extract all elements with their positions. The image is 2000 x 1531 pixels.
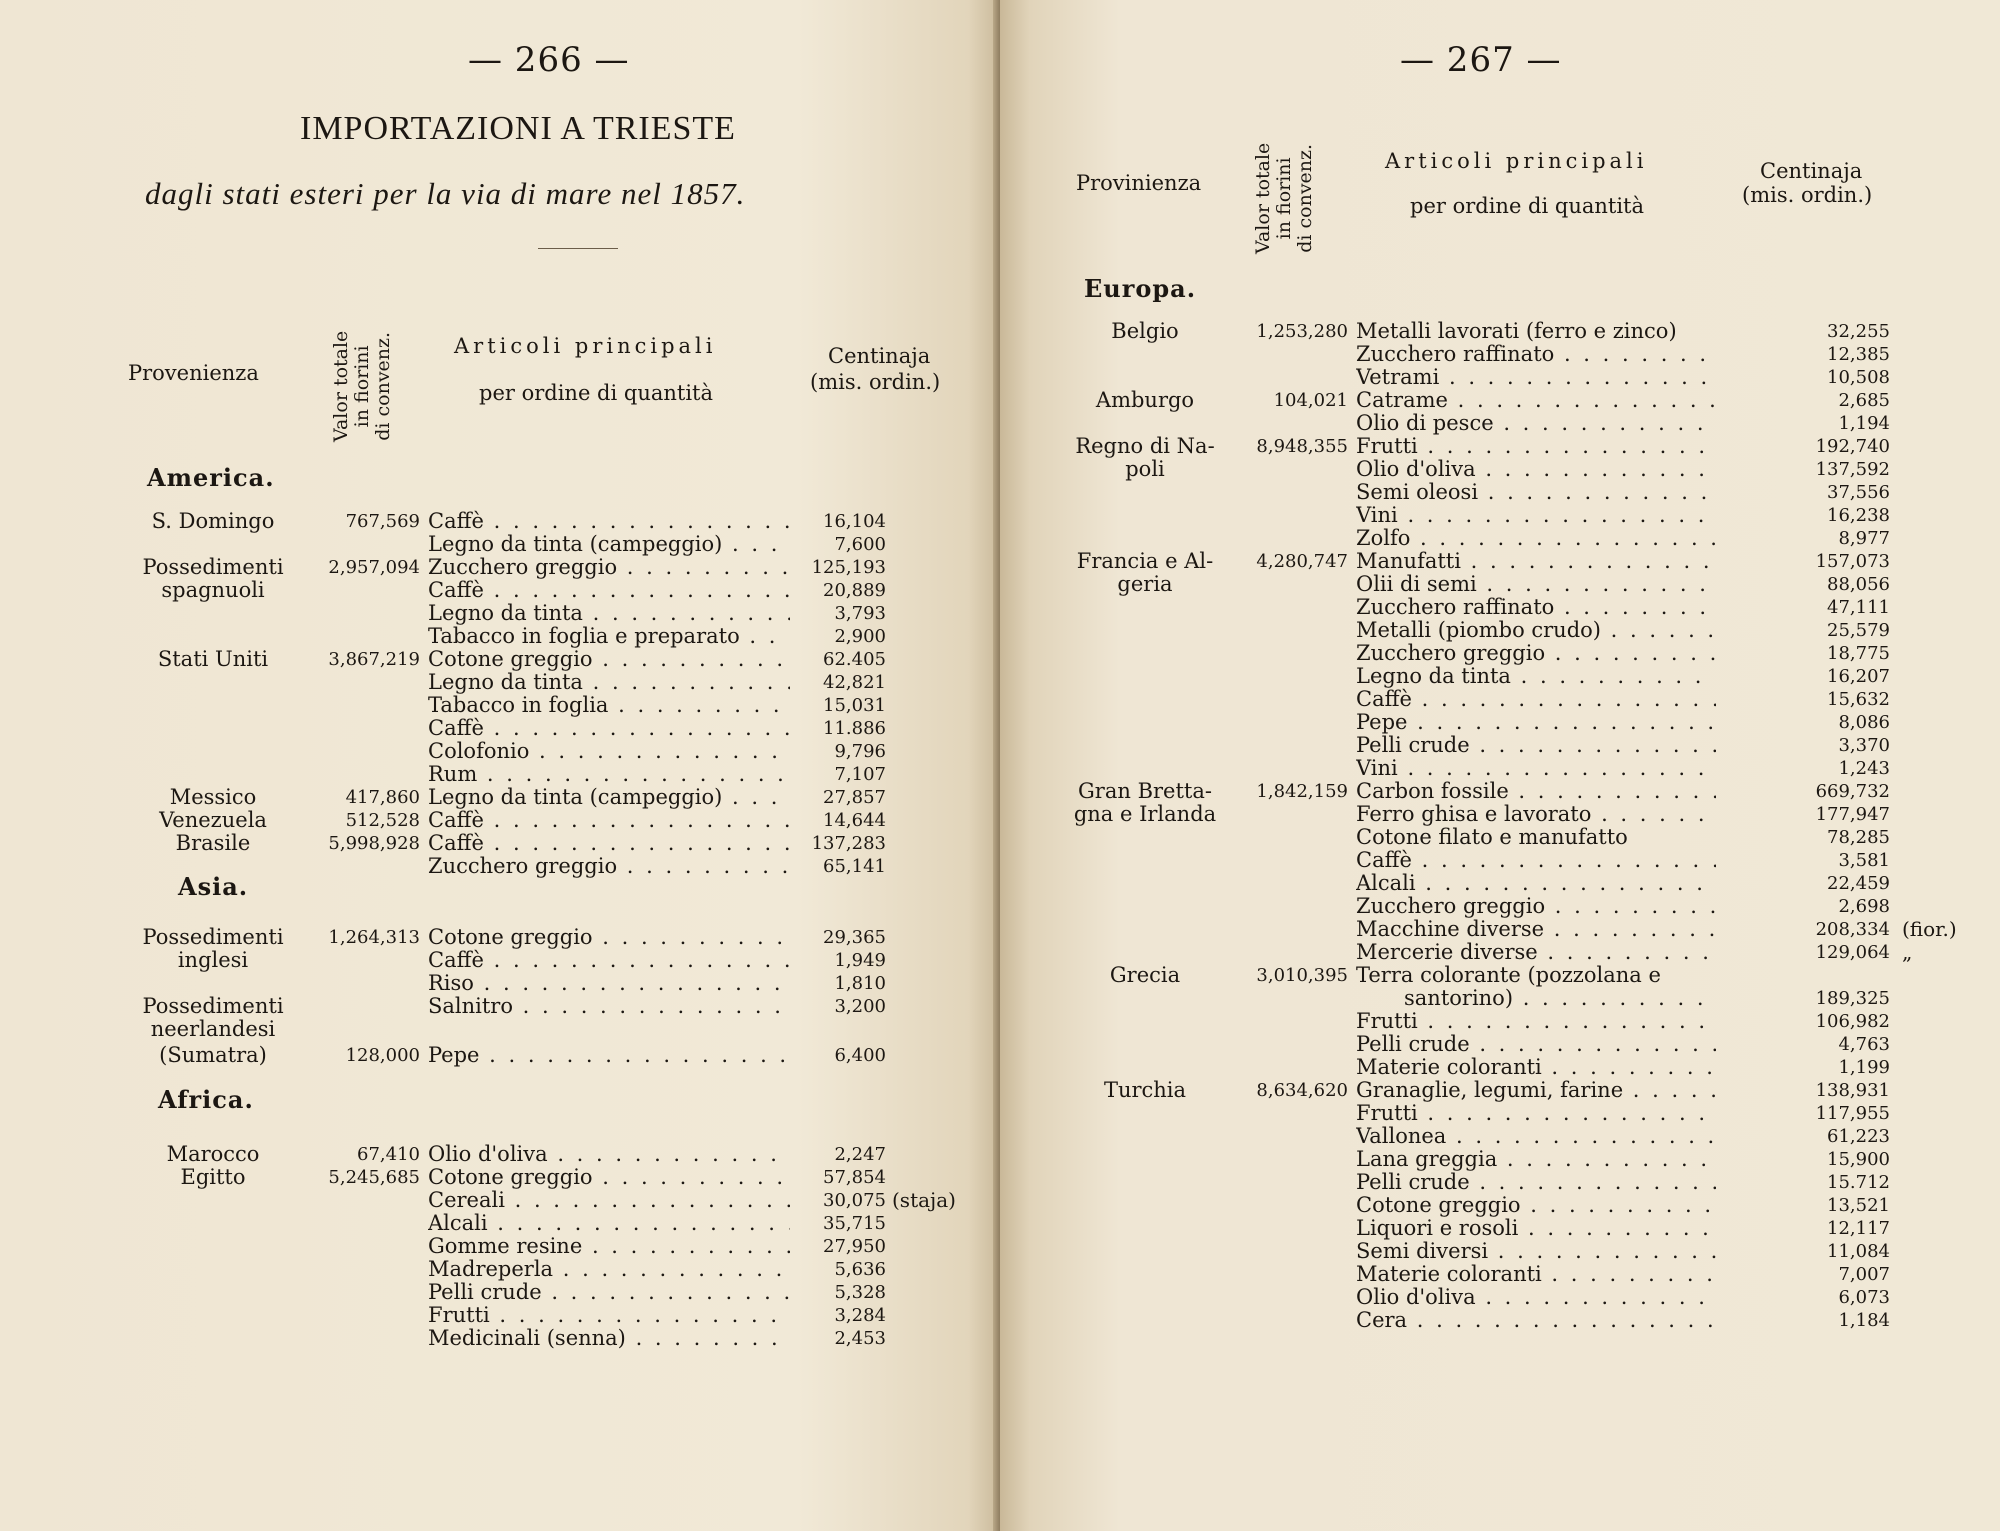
row-origin: gna e Irlanda [1073,802,1217,826]
header-qty-unit: (mis. ordin.) [810,370,941,394]
row-article: Pelli crude . . . [428,1281,790,1304]
row-quantity: 9,796 [834,741,886,762]
row-quantity: 27,857 [823,787,886,808]
row-article: Rum . . . [428,763,790,786]
row-article: Legno da tinta (campeggio) . . . [428,533,790,556]
row-note: (staja) [892,1188,956,1212]
table-row [1000,1263,2000,1286]
row-article: Macchine diverse . . . [1356,918,1716,941]
row-article: Zucchero greggio . . . [1356,895,1716,918]
row-article: Pepe . . . [1356,711,1716,734]
row-article: Vini . . . [1356,504,1716,527]
row-quantity: 47,111 [1827,597,1890,618]
table-row [1000,458,2000,481]
row-quantity: 88,056 [1827,574,1890,595]
table-row [0,717,998,740]
row-quantity: 7,600 [834,534,886,555]
table-row [1000,1125,2000,1148]
row-article: Catrame . . . [1356,389,1716,412]
row-article: Legno da tinta . . . [428,671,790,694]
row-article: Caffè . . . [428,949,790,972]
row-quantity: 65,141 [823,856,886,877]
row-article: Tabacco in foglia e preparato . . . [428,625,790,648]
row-value: 104,021 [1273,390,1348,411]
row-quantity: 106,982 [1815,1011,1890,1032]
row-quantity: 35,715 [823,1213,886,1234]
row-origin: Amburgo [1095,388,1195,412]
row-article: Semi diversi . . . [1356,1240,1716,1263]
row-quantity: 208,334 [1815,919,1890,940]
table-row [1000,987,2000,1010]
row-value: 3,010,395 [1256,965,1348,986]
table-row [1000,550,2000,573]
header-value [331,331,394,442]
row-article: Legno da tinta (campeggio) . . . [428,786,790,809]
header-articles-order-right: per ordine di quantità [1410,194,1645,218]
row-article: Pelli crude . . . [1356,734,1716,757]
row-quantity: 5,328 [834,1282,886,1303]
row-article: Cotone greggio . . . [428,648,790,671]
row-article: Semi oleosi . . . [1356,481,1716,504]
row-origin: Turchia [1103,1078,1187,1102]
header-origin: Provenienza [128,361,259,385]
table-row [1000,711,2000,734]
row-article: Caffè . . . [1356,688,1716,711]
left-page [0,0,998,1531]
page-subtitle: dagli stati esteri per la via di mare nel 1857. [145,176,746,211]
row-article: Pepe . . . [428,1044,790,1067]
table-row [1000,389,2000,412]
row-origin: Stati Uniti [157,647,269,671]
row-article: Zolfo . . . [1356,527,1716,550]
row-value: 5,998,928 [328,833,420,854]
row-article: Tabacco in foglia . . . [428,694,790,717]
table-row [1000,435,2000,458]
table-row [1000,1010,2000,1033]
row-quantity: 1,810 [834,973,886,994]
row-quantity: 42,821 [823,672,886,693]
table-row [1000,596,2000,619]
row-origin: Possedimenti [142,994,284,1018]
row-quantity: 62.405 [823,649,886,670]
header-articles-right: Articoli principali [1385,149,1648,173]
page-number-left: — 266 — [468,40,630,80]
row-quantity: 2,685 [1838,390,1890,411]
row-quantity: 6,400 [834,1045,886,1066]
row-quantity: 1,184 [1838,1310,1890,1331]
row-article: Caffè . . . [428,579,790,602]
row-article: Frutti . . . [1356,1010,1716,1033]
row-note: „ [1902,940,1913,964]
row-value: 512,528 [345,810,420,831]
row-article: Olio d'oliva . . . [1356,1286,1716,1309]
row-quantity: 3,793 [834,603,886,624]
row-quantity: 6,073 [1838,1287,1890,1308]
table-row [1000,320,2000,343]
row-article: Zucchero raffinato . . . [1356,343,1716,366]
row-article: Materie coloranti . . . [1356,1263,1716,1286]
row-article: Pelli crude . . . [1356,1171,1716,1194]
row-quantity: 12,385 [1827,344,1890,365]
row-article: Ferro ghisa e lavorato . . . [1356,803,1716,826]
table-row [1000,734,2000,757]
row-quantity: 125,193 [811,557,886,578]
row-article: Caffè . . . [1356,849,1716,872]
row-value: 1,253,280 [1256,321,1348,342]
table-row [0,625,998,648]
row-origin: Marocco [166,1142,260,1166]
row-quantity: 22,459 [1827,873,1890,894]
row-article: Granaglie, legumi, farine . . . [1356,1079,1716,1102]
table-row [1000,504,2000,527]
row-note: (fior.) [1902,917,1957,941]
table-row [0,1235,998,1258]
table-row [1000,826,2000,849]
row-article: Terra colorante (pozzolana e [1356,964,1661,987]
row-article: Carbon fossile . . . [1356,780,1716,803]
table-row [0,740,998,763]
table-row [1000,780,2000,803]
table-row [0,579,998,602]
table-row [1000,964,2000,987]
row-quantity: 117,955 [1815,1103,1890,1124]
table-row [1000,1079,2000,1102]
row-quantity: 61,223 [1827,1126,1890,1147]
row-quantity: 29,365 [823,927,886,948]
row-article: Cotone greggio . . . [1356,1194,1716,1217]
row-article: Olio d'oliva . . . [428,1143,790,1166]
row-origin: (Sumatra) [159,1043,267,1067]
table-row [1000,527,2000,550]
row-quantity: 8,977 [1838,528,1890,549]
row-quantity: 189,325 [1815,988,1890,1009]
row-article: Lana greggia . . . [1356,1148,1716,1171]
row-article: Medicinali (senna) . . . [428,1327,790,1350]
row-quantity: 1,949 [834,950,886,971]
row-quantity: 14,644 [823,810,886,831]
table-row [1000,1171,2000,1194]
row-article: Liquori e rosoli . . . [1356,1217,1716,1240]
table-row [0,926,998,949]
table-row [1000,412,2000,435]
table-row [0,786,998,809]
row-article: Metalli lavorati (ferro e zinco) [1356,320,1677,343]
row-quantity: 15.712 [1827,1172,1890,1193]
table-row [0,763,998,786]
region-europa: Europa. [1084,274,1197,303]
row-article: Cereali . . . [428,1189,790,1212]
row-quantity: 15,031 [823,695,886,716]
row-quantity: 3,581 [1838,850,1890,871]
row-quantity: 137,283 [811,833,886,854]
row-origin: Brasile [175,831,251,855]
row-article: Mercerie diverse . . . [1356,941,1716,964]
row-quantity: 5,636 [834,1259,886,1280]
header-qty-right: Centinaja [1760,159,1863,183]
table-row [1000,1148,2000,1171]
header-qty-unit-right: (mis. ordin.) [1742,183,1873,207]
row-quantity: 4,763 [1838,1034,1890,1055]
row-value: 4,280,747 [1256,551,1348,572]
row-quantity: 177,947 [1815,804,1890,825]
row-article: Colofonio . . . [428,740,790,763]
row-quantity: 2,900 [834,626,886,647]
row-quantity: 37,556 [1827,482,1890,503]
table-row [0,556,998,579]
row-value: 8,634,620 [1256,1080,1348,1101]
row-quantity: 15,632 [1827,689,1890,710]
row-value: 5,245,685 [328,1167,420,1188]
row-article: Frutti . . . [1356,1102,1716,1125]
row-quantity: 1,243 [1838,758,1890,779]
table-row [0,1166,998,1189]
row-article: Metalli (piombo crudo) . . . [1356,619,1716,642]
title-divider [538,248,618,249]
table-row [0,832,998,855]
header-articles-order: per ordine di quantità [479,381,714,405]
row-quantity: 2,453 [834,1328,886,1349]
row-quantity: 2,247 [834,1144,886,1165]
row-article: Olio d'oliva . . . [1356,458,1716,481]
row-quantity: 57,854 [823,1167,886,1188]
row-quantity: 3,370 [1838,735,1890,756]
table-row [1000,941,2000,964]
table-row [1000,1217,2000,1240]
row-origin: Egitto [180,1165,246,1189]
table-row [0,533,998,556]
row-quantity: 3,284 [834,1305,886,1326]
table-row [0,694,998,717]
table-row [0,1143,998,1166]
table-row [1000,918,2000,941]
row-article: Cotone greggio . . . [428,1166,790,1189]
row-quantity: 137,592 [1815,459,1890,480]
table-row [1000,665,2000,688]
region-asia: Asia. [178,872,249,901]
table-row [0,602,998,625]
row-origin: poli [1125,457,1165,481]
page-title: IMPORTAZIONI A TRIESTE [300,110,736,147]
header-qty: Centinaja [828,344,931,368]
table-row [1000,619,2000,642]
row-article: Alcali . . . [1356,872,1716,895]
row-value: 767,569 [345,511,420,532]
row-quantity: 11.886 [823,718,886,739]
table-row [0,648,998,671]
row-value: 2,957,094 [328,557,420,578]
row-quantity: 1,199 [1838,1057,1890,1078]
row-value: 67,410 [357,1144,420,1165]
row-quantity: 18,775 [1827,643,1890,664]
table-row [1000,481,2000,504]
row-article: Vallonea . . . [1356,1125,1716,1148]
row-quantity: 1,194 [1838,413,1890,434]
row-article: Salnitro . . . [428,995,790,1018]
row-quantity: 3,200 [834,996,886,1017]
row-article: Gomme resine . . . [428,1235,790,1258]
row-quantity: 669,732 [1815,781,1890,802]
row-origin: S. Domingo [151,509,275,533]
row-quantity: 10,508 [1827,367,1890,388]
row-article: Zucchero greggio . . . [428,855,790,878]
row-quantity: 13,521 [1827,1195,1890,1216]
row-quantity: 129,064 [1815,942,1890,963]
row-value: 1,264,313 [328,927,420,948]
table-row [1000,366,2000,389]
row-article: Caffè . . . [428,832,790,855]
table-row [1000,849,2000,872]
row-article: Frutti . . . [428,1304,790,1327]
row-article: Legno da tinta . . . [1356,665,1716,688]
header-origin-right: Provinienza [1076,171,1202,195]
row-quantity: 30,075 [823,1190,886,1211]
row-origin: Belgio [1111,319,1179,343]
row-quantity: 16,104 [823,511,886,532]
row-origin: Regno di Na- [1075,434,1215,458]
row-quantity: 11,084 [1827,1241,1890,1262]
table-row [0,510,998,533]
row-origin: Venezuela [159,808,267,832]
table-row [1000,1240,2000,1263]
row-quantity: 15,900 [1827,1149,1890,1170]
table-row [0,1044,998,1067]
table-row [1000,688,2000,711]
table-row [0,949,998,972]
row-value: 417,860 [345,787,420,808]
region-america: America. [147,463,275,492]
table-row [1000,1033,2000,1056]
row-quantity: 27,950 [823,1236,886,1257]
row-article: Manufatti . . . [1356,550,1716,573]
row-origin: Messico [169,785,257,809]
row-value: 3,867,219 [328,649,420,670]
row-article: santorino) . . . [1404,987,1716,1010]
row-origin: Francia e Al- [1076,549,1214,573]
row-value: 1,842,159 [1256,781,1348,802]
table-row [0,1258,998,1281]
header-value-text: Valor totale in fiorini di convenz. [330,330,394,442]
row-origin: Gran Bretta- [1078,779,1212,803]
row-origin: inglesi [177,948,249,972]
row-value: 8,948,355 [1256,436,1348,457]
table-row [0,972,998,995]
row-article: Legno da tinta . . . [428,602,790,625]
table-row [0,1281,998,1304]
row-article: Olio di pesce . . . [1356,412,1716,435]
row-origin: Possedimenti [142,925,284,949]
right-page [1000,0,2000,1531]
row-quantity: 192,740 [1815,436,1890,457]
row-origin: geria [1117,572,1173,596]
row-article: Zucchero raffinato . . . [1356,596,1716,619]
row-quantity: 8,086 [1838,712,1890,733]
row-article: Caffè . . . [428,510,790,533]
table-row [1000,1056,2000,1079]
row-quantity: 25,579 [1827,620,1890,641]
row-quantity: 32,255 [1827,321,1890,342]
row-origin: spagnuoli [161,578,265,602]
row-article: Materie coloranti . . . [1356,1056,1716,1079]
row-origin: Grecia [1109,963,1181,987]
row-article: Madreperla . . . [428,1258,790,1281]
table-row [0,995,998,1018]
table-row [1000,573,2000,596]
row-article: Zucchero greggio . . . [1356,642,1716,665]
row-article: Frutti . . . [1356,435,1716,458]
table-row [1000,1102,2000,1125]
row-article: Cotone filato e manufatto [1356,826,1628,849]
row-origin: neerlandesi [150,1017,276,1041]
page-number-right: — 267 — [1400,40,1562,80]
table-row [1000,757,2000,780]
row-article: Vetrami . . . [1356,366,1716,389]
row-article: Cera . . . [1356,1309,1716,1332]
table-row [1000,895,2000,918]
row-article: Caffè . . . [428,809,790,832]
row-quantity: 7,107 [834,764,886,785]
row-article: Vini . . . [1356,757,1716,780]
row-article: Riso . . . [428,972,790,995]
table-row [0,1304,998,1327]
table-row [0,671,998,694]
row-quantity: 2,698 [1838,896,1890,917]
row-quantity: 7,007 [1838,1264,1890,1285]
table-row [0,855,998,878]
row-quantity: 16,238 [1827,505,1890,526]
region-africa: Africa. [158,1085,254,1114]
row-quantity: 16,207 [1827,666,1890,687]
table-row [1000,1309,2000,1332]
row-quantity: 20,889 [823,580,886,601]
row-article: Caffè . . . [428,717,790,740]
table-row [0,809,998,832]
header-articles: Articoli principali [454,334,717,358]
header-value-right-text: Valor totale in fiorini di convenz. [1252,142,1316,254]
table-row [1000,1194,2000,1217]
table-row [1000,642,2000,665]
row-quantity: 12,117 [1827,1218,1890,1239]
table-row [1000,1286,2000,1309]
table-row [0,1189,998,1212]
table-row [0,1018,998,1041]
row-article: Cotone greggio . . . [428,926,790,949]
table-row [1000,872,2000,895]
row-article: Alcali . . . [428,1212,790,1235]
row-article: Zucchero greggio . . . [428,556,790,579]
row-quantity: 157,073 [1815,551,1890,572]
table-row [1000,803,2000,826]
row-value: 128,000 [345,1045,420,1066]
row-article: Pelli crude . . . [1356,1033,1716,1056]
row-origin: Possedimenti [142,555,284,579]
table-row [0,1327,998,1350]
table-row [1000,343,2000,366]
row-quantity: 138,931 [1815,1080,1890,1101]
row-quantity: 78,285 [1827,827,1890,848]
row-article: Olii di semi . . . [1356,573,1716,596]
header-value-right [1253,143,1316,254]
table-row [0,1212,998,1235]
